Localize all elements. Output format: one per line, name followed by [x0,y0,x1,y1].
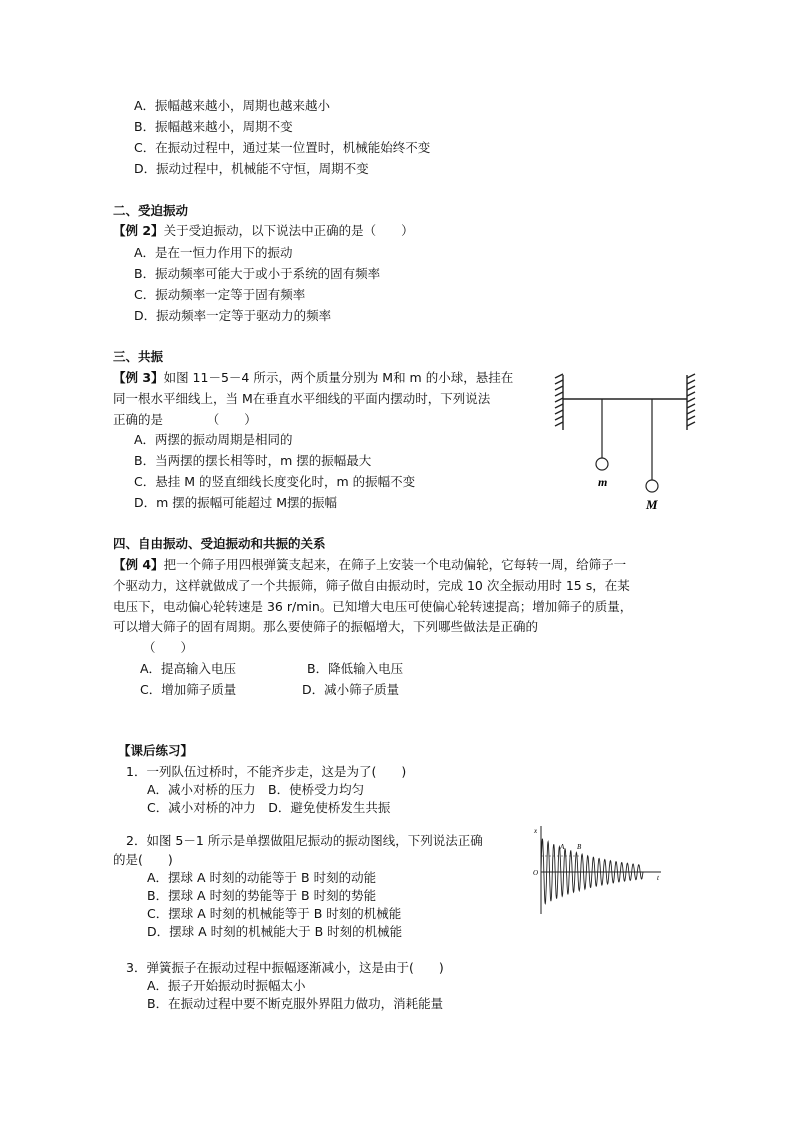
homework-q1-question: 1．一列队伍过桥时，不能齐步走，这是为了( ) [126,764,407,779]
homework-q3-question: 3．弹簧振子在振动过程中振幅逐渐减小，这是由于( ) [126,960,444,975]
homework-q2-question-line2: 的是( ) [113,852,173,867]
homework-q2-option-a: A．摆球 A 时刻的动能等于 B 时刻的动能 [147,870,377,885]
example4-question-line5: （ ） [143,640,194,655]
big-ball-m [646,480,658,492]
example2-option-d: D．振动频率一定等于驱动力的频率 [134,308,332,323]
homework-q2-option-c: C．摆球 A 时刻的机械能等于 B 时刻的机械能 [147,906,402,921]
example3-text-line1: 如图 11－5－4 所示，两个质量分别为 M和 m 的小球，悬挂在 [163,370,514,385]
example2-option-a: A．是在一恒力作用下的振动 [134,245,293,260]
small-ball-m [596,458,608,470]
homework-q3-option-b: B．在振动过程中要不断克服外界阻力做功，消耗能量 [147,996,444,1011]
example3-label: 【例 3】 [113,370,164,385]
pendulum-figure [553,370,705,515]
homework-q2-option-b: B．摆球 A 时刻的势能等于 B 时刻的势能 [147,888,377,903]
example3-question-line1 [113,368,513,388]
q1-option-d: D．振动过程中，机械能不守恒，周期不变 [134,161,369,176]
example2-option-b: B．振动频率可能大于或小于系统的固有频率 [134,266,381,281]
damped-oscillation-graph [527,822,667,918]
example3-question-line3: 正确的是 （ ） [113,412,257,427]
q1-option-c: C．在振动过程中，通过某一位置时，机械能始终不变 [134,140,431,155]
example4-question-line4: 可以增大筛子的固有周期。那么要使筛子的振幅增大，下列哪些做法是正确的 [113,619,539,634]
example3-option-a: A．两摆的振动周期是相同的 [134,432,293,447]
origin-label: O [533,869,539,877]
example4-option-a: A．提高输入电压 [140,661,237,676]
example3-option-b: B．当两摆的摆长相等时，m 摆的振幅最大 [134,453,372,468]
section3-heading: 三、共振 [113,349,164,364]
homework-q1-options-line1: A．减小对桥的压力 B．使桥受力均匀 [147,782,365,797]
x-axis-label: t [657,874,659,882]
left-wall-support [555,374,563,430]
q1-option-b: B．振幅越来越小，周期不变 [134,119,293,134]
section4-heading: 四、自由振动、受迫振动和共振的关系 [113,536,326,551]
homework-q2-question-line1: 2．如图 5－1 所示是单摆做阻尼振动的振动图线，下列说法正确 [126,833,483,848]
example3-option-c: C．悬挂 M 的竖直细线长度变化时，m 的振幅不变 [134,474,416,489]
homework-q3-option-a: A．振子开始振动时振幅太小 [147,978,306,993]
y-axis-label: x [534,827,538,835]
label-big-m: M [646,497,658,512]
example4-label: 【例 4】 [113,557,164,572]
q1-option-a: A．振幅越来越小，周期也越来越小 [134,98,331,113]
point-b-label: B [577,843,582,851]
example2-question [113,221,414,241]
oscillation-curve [541,839,643,904]
section2-heading: 二、受迫振动 [113,203,189,218]
homework-heading: 【课后练习】 [118,743,194,758]
example4-question-line2: 个驱动力，这样就做成了一个共振筛，筛子做自由振动时，完成 10 次全振动用时 15 s，在某 [113,578,630,593]
example4-text-line1: 把一个筛子用四根弹簧支起来，在筛子上安装一个电动偏轮，它每转一周，给筛子一 [163,557,627,572]
homework-q1-options-line2: C．减小对桥的冲力 D．避免使桥发生共振 [147,800,391,815]
example2-text: 关于受迫振动，以下说法中正确的是（ ） [163,223,414,238]
example4-question-line3: 电压下，电动偏心轮转速是 36 r/min。已知增大电压可使偏心轮转速提高；增加筛子的质量， [113,599,633,614]
example4-option-d: D．减小筛子质量 [302,682,400,697]
example3-option-d: D．m 摆的振幅可能超过 M摆的振幅 [134,495,338,510]
example4-option-b: B．降低输入电压 [307,661,404,676]
point-a-label: A [560,843,565,851]
homework-q2-option-d: D．摆球 A 时刻的机械能大于 B 时刻的机械能 [147,924,403,939]
example4-question-line1 [113,555,626,575]
label-m: m [598,475,608,489]
example3-question-line2: 同一根水平细线上，当 M在垂直水平细线的平面内摆动时，下列说法 [113,391,491,406]
right-wall-support [687,374,695,430]
example2-option-c: C．振动频率一定等于固有频率 [134,287,306,302]
example2-label: 【例 2】 [113,223,164,238]
example4-option-c: C．增加筛子质量 [140,682,237,697]
